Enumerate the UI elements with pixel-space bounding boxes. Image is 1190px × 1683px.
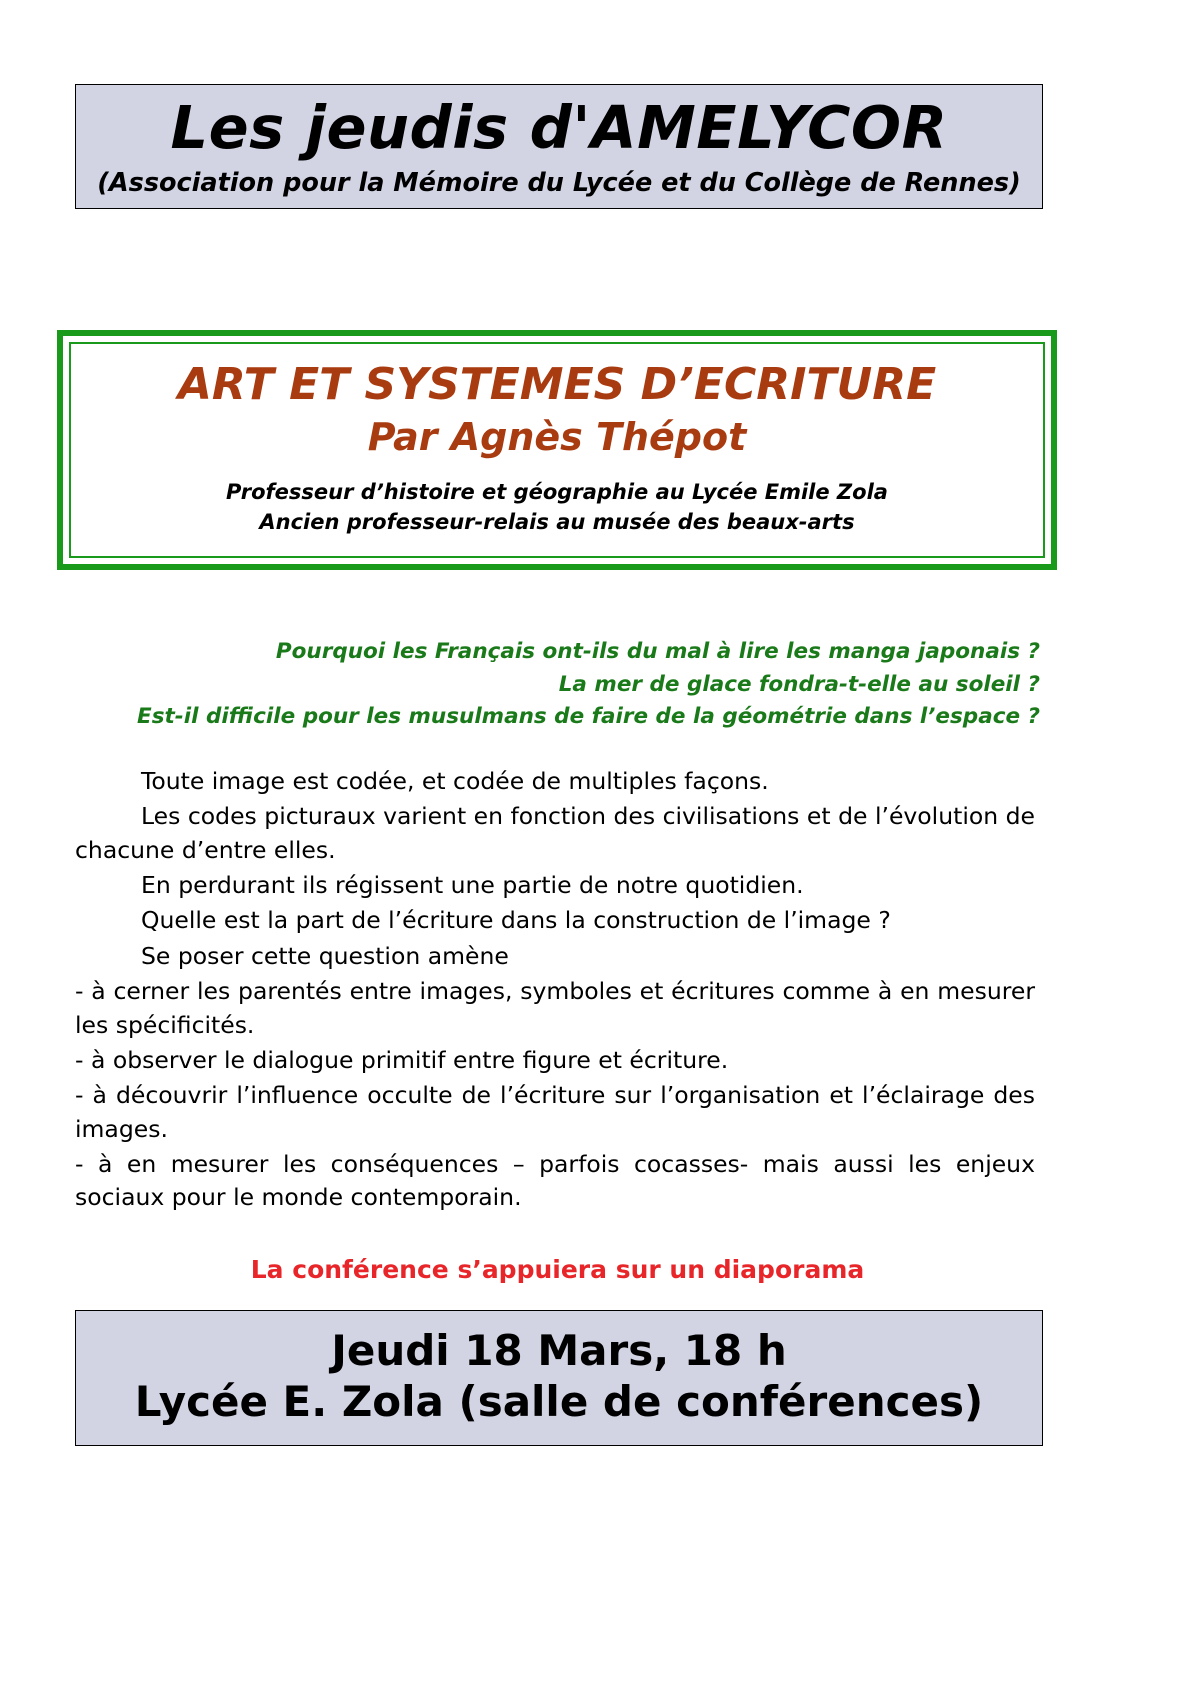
diaporama-note: La conférence s’appuiera sur un diaporama: [250, 1255, 865, 1284]
speaker-credential-line-2: Ancien professeur-relais au musée des beaux-arts: [259, 510, 855, 535]
talk-speaker: Par Agnès Thépot: [367, 415, 747, 460]
body-paragraph-3: En perdurant ils régissent une partie de notre quotidien.: [141, 871, 804, 900]
teaser-questions: [75, 636, 1040, 734]
body-text: [75, 765, 1035, 1217]
event-date-time: Jeudi 18 Mars, 18 h: [331, 1326, 787, 1375]
body-bullet-4: - à en mesurer les conséquences – parfois cocasses- mais aussi les enjeux sociaux pour le monde contemporain.: [75, 1149, 1035, 1212]
teaser-question-2: La mer de glace fondra-t-elle au soleil ?: [558, 671, 1040, 697]
teaser-question-1: Pourquoi les Français ont-ils du mal à lire les manga japonais ?: [275, 639, 1040, 664]
body-paragraph-5: Se poser cette question amène: [141, 941, 509, 970]
teaser-question-3: Est-il difficile pour les musulmans de faire de la géométrie dans l’espace ?: [137, 704, 1040, 730]
event-venue: Lycée E. Zola (salle de conférences): [134, 1377, 984, 1427]
header-banner: [75, 84, 1043, 209]
body-paragraph-2: Les codes picturaux varient en fonction des civilisations et de l’évolution de chacune d’entre elles.: [75, 802, 1035, 864]
page-title: Les jeudis d'AMELYCOR: [170, 93, 948, 162]
talk-frame: [57, 330, 1057, 570]
talk-frame-inner: [69, 342, 1045, 558]
body-bullet-2: - à observer le dialogue primitif entre figure et écriture.: [75, 1045, 729, 1074]
talk-title: ART ET SYSTEMES D’ECRITURE: [177, 359, 937, 410]
body-bullet-3: - à découvrir l’influence occulte de l’écriture sur l’organisation et l’éclairage des images.: [75, 1081, 1035, 1143]
body-paragraph-1: Toute image est codée, et codée de multiples façons.: [141, 767, 769, 795]
association-subtitle: (Association pour la Mémoire du Lycée et du Collège de Rennes): [97, 167, 1021, 198]
speaker-credentials: [85, 477, 1029, 538]
event-details-banner: [75, 1310, 1043, 1446]
body-paragraph-4: Quelle est la part de l’écriture dans la construction de l’image ?: [141, 906, 891, 935]
body-bullet-1: - à cerner les parentés entre images, symboles et écritures comme à en mesurer les spécificités.: [75, 977, 1035, 1039]
speaker-credential-line-1: Professeur d’histoire et géographie au Lycée Emile Zola: [226, 479, 888, 504]
